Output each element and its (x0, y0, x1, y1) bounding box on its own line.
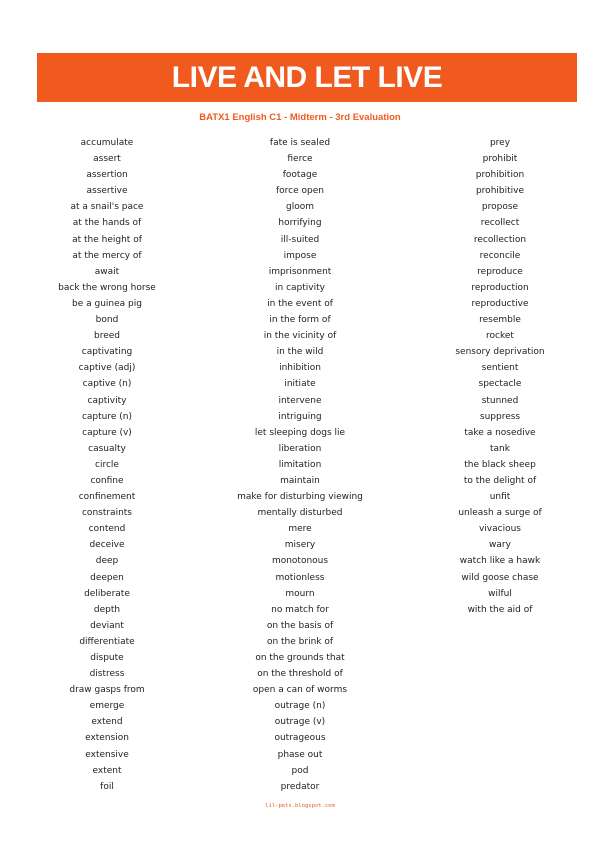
vocab-item: at the height of (72, 234, 142, 245)
vocab-item: reproductive (471, 298, 529, 309)
vocab-item: accumulate (80, 138, 134, 148)
vocab-item: horrifying (278, 218, 322, 229)
vocab-item: in the event of (267, 298, 333, 309)
vocab-item: liberation (278, 443, 322, 454)
vocab-item: sensory deprivation (455, 347, 545, 358)
vocab-item: extent (92, 765, 122, 776)
vocab-item: predator (280, 781, 320, 792)
vocab-item: be a guinea pig (72, 298, 142, 309)
page-subtitle: BATX1 English C1 - Midterm - 3rd Evaluation (199, 112, 401, 123)
vocab-item: prohibitive (475, 186, 525, 197)
vocab-item: inhibition (279, 363, 321, 374)
vocab-item: footage (282, 170, 318, 181)
vocab-item: draw gasps from (69, 685, 145, 696)
vocab-item: intervene (278, 395, 322, 406)
title-banner (37, 53, 577, 102)
vocab-item: suppress (479, 411, 521, 422)
vocab-column-1 (47, 135, 167, 795)
vocab-item: prohibit (482, 154, 518, 165)
vocab-item: open a can of worms (252, 685, 348, 696)
vocab-item: await (94, 266, 120, 277)
vocab-item: mentally disturbed (257, 508, 343, 519)
vocab-item: ill-suited (280, 234, 320, 245)
vocab-item: deepen (90, 572, 124, 583)
vocab-item: on the grounds that (255, 653, 345, 663)
vocab-item: impose (283, 250, 317, 261)
vocab-item: deceive (89, 540, 125, 551)
vocab-item: distress (89, 669, 125, 680)
vocab-item: sentient (481, 363, 519, 374)
vocab-item: bond (95, 315, 119, 326)
vocab-item: outrageous (274, 733, 326, 744)
vocab-item: propose (481, 202, 519, 213)
vocab-item: rocket (486, 331, 514, 342)
vocab-item: unleash a surge of (458, 508, 542, 519)
vocab-item: at a snail's pace (70, 202, 144, 213)
vocab-item: limitation (278, 459, 322, 470)
vocab-item: foil (100, 781, 114, 792)
vocab-item: assertive (86, 186, 128, 197)
vocab-item: on the threshold of (257, 669, 343, 680)
vocab-item: dispute (90, 653, 124, 663)
vocab-item: no match for (271, 604, 329, 615)
vocab-item: contend (88, 524, 126, 535)
vocab-item: back the wrong horse (58, 282, 156, 293)
vocab-item: initiate (284, 379, 316, 390)
vocab-item: tank (490, 443, 510, 454)
vocab-item: on the basis of (266, 620, 334, 631)
vocab-item: capture (v) (82, 427, 132, 438)
page-title: LIVE AND LET LIVE (171, 60, 443, 94)
vocab-item: in the wild (276, 347, 324, 358)
vocab-item: wilful (488, 588, 512, 599)
vocab-item: depth (93, 604, 121, 615)
vocab-item: mere (288, 524, 312, 535)
vocab-item: the black sheep (464, 459, 536, 470)
vocab-item: confinement (78, 492, 136, 503)
vocab-item: force open (276, 186, 324, 197)
vocab-item: extend (91, 717, 123, 728)
vocab-item: recollection (473, 234, 527, 245)
vocab-item: spectacle (478, 379, 522, 390)
vocab-item: constraints (81, 508, 132, 519)
vocab-item: in the form of (269, 315, 331, 326)
vocab-item: extension (85, 733, 129, 744)
vocab-list (432, 135, 568, 618)
vocab-item: captivating (81, 347, 133, 358)
vocab-item: emerge (89, 701, 125, 712)
vocab-item: at the hands of (72, 218, 142, 229)
vocab-item: extensive (85, 749, 129, 760)
vocab-item: pod (291, 765, 309, 776)
vocab-item: assertion (86, 170, 128, 181)
vocab-item: captive (n) (82, 379, 132, 390)
vocab-item: on the brink of (266, 636, 334, 647)
vocab-item: mourn (285, 588, 315, 599)
vocab-item: outrage (n) (274, 701, 326, 712)
vocab-item: take a nosedive (464, 427, 536, 438)
vocab-item: wild goose chase (461, 572, 539, 583)
vocab-item: deliberate (84, 588, 130, 599)
vocab-item: watch like a hawk (459, 556, 541, 567)
vocab-column-2 (225, 135, 375, 795)
vocab-item: intriguing (278, 411, 322, 422)
vocab-item: reproduce (477, 266, 523, 277)
vocab-item: casualty (88, 443, 126, 454)
vocab-item: in captivity (275, 282, 325, 293)
vocab-list (225, 135, 375, 795)
vocab-item: imprisonment (268, 266, 332, 277)
vocab-item: recollect (480, 218, 520, 229)
vocab-item: assert (93, 154, 121, 165)
vocab-item: maintain (280, 475, 320, 486)
vocab-item: capture (n) (81, 411, 133, 422)
vocab-item: captivity (87, 395, 127, 406)
vocab-item: reconcile (479, 250, 521, 261)
vocab-item: gloom (286, 202, 314, 213)
vocab-item: to the delight of (463, 475, 537, 486)
footer-url[interactable]: lil-pets.blogspot.com (265, 803, 335, 809)
vocab-item: phase out (277, 749, 323, 760)
vocab-item: misery (284, 540, 316, 551)
vocab-list (47, 135, 167, 795)
vocab-item: prohibition (475, 170, 525, 181)
vocab-item: vivacious (478, 524, 522, 535)
vocab-item: fate is sealed (269, 138, 331, 148)
vocab-item: confine (90, 475, 124, 486)
vocab-item: breed (93, 331, 120, 342)
vocab-item: fierce (287, 154, 313, 165)
vocab-item: circle (95, 459, 119, 470)
vocab-item: make for disturbing viewing (237, 492, 363, 503)
vocab-item: resemble (479, 315, 521, 326)
vocab-item: monotonous (271, 556, 329, 567)
vocab-item: with the aid of (467, 604, 533, 615)
vocab-item: outrage (v) (274, 717, 326, 728)
vocab-item: differentiate (79, 636, 135, 647)
vocab-item: motionless (275, 572, 325, 583)
vocab-column-3 (432, 135, 568, 618)
vocab-item: stunned (481, 395, 519, 406)
vocab-item: prey (489, 138, 511, 148)
vocab-item: captive (adj) (78, 363, 136, 374)
vocab-item: deviant (90, 620, 124, 631)
vocab-item: wary (489, 540, 511, 551)
vocab-item: in the vicinity of (263, 331, 337, 342)
vocab-item: let sleeping dogs lie (254, 427, 346, 438)
vocab-item: unfit (489, 492, 511, 503)
vocab-item: deep (95, 556, 119, 567)
vocab-item: at the mercy of (72, 250, 142, 261)
vocab-item: reproduction (471, 282, 529, 293)
